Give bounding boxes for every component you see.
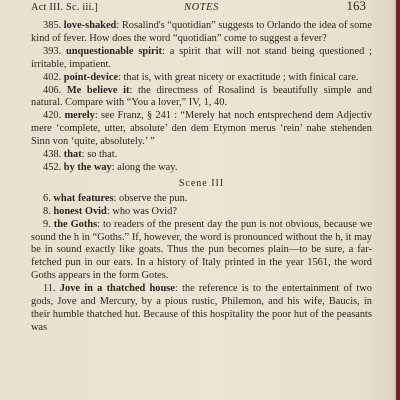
note-term: unquestionable spirit bbox=[65, 45, 163, 57]
note-text: : the reference is to the entertainment of two gods, Jove and Mercury, by a pious rustic, Philemon, and his wife, Baucis, in their humble thatched hut. Because of this hospitality the poor hut of the peasants was bbox=[31, 283, 372, 333]
note-term: by the way bbox=[63, 161, 112, 173]
running-header bbox=[31, 0, 372, 20]
note-text: : a spirit that will not stand being questioned ; irritable, impatient. bbox=[31, 45, 372, 70]
note-text: : see Franz, § 241 : “Merely hat noch entsprechend dem Adjectiv mere ‘complete, utter, absolute’ den dem Etymon merus ‘rein’ nahe stehenden Sinn von ‘quite, absolutely.’ ” bbox=[31, 110, 372, 148]
note-term: what features bbox=[53, 192, 114, 204]
note-452: 452. by the way: along the way. bbox=[43, 161, 178, 173]
note-text: : along the way. bbox=[111, 161, 178, 173]
note-text: : who was Ovid? bbox=[106, 205, 177, 217]
notes-body bbox=[31, 20, 372, 335]
note-term: merely bbox=[64, 110, 95, 122]
note-438: 438. that: so that. bbox=[43, 149, 118, 161]
note-text: : so that. bbox=[81, 149, 118, 161]
note-term: the Goths bbox=[53, 218, 98, 230]
note-9: 9. the Goths: to readers of the present day the pun is not obvious, because we sound the h in “Goths.” If, however, the word is pronounced without the h, it may be in sound exactly like goats. Thus the pun becomes plain—to be sure, a far-fetched pun in our ears. In a history of Italy printed in the year 1561, the word Goths appears in the form Gotes. bbox=[31, 218, 372, 282]
note-8: 8. honest Ovid: who was Ovid? bbox=[43, 205, 177, 217]
page-number: 163 bbox=[346, 0, 366, 13]
note-term: Jove in a thatched house bbox=[59, 283, 175, 295]
note-term: that bbox=[63, 149, 82, 161]
note-text: : observe the pun. bbox=[113, 192, 188, 204]
note-text: : Rosalind's “quotidian” suggests to Orlando the idea of some kind of fever. How does the word “quotidian” come to suggest a fever? bbox=[31, 20, 372, 44]
running-head-title: NOTES bbox=[184, 2, 219, 13]
book-cover-edge bbox=[396, 0, 400, 400]
note-402: 402. point-device: that is, with great nicety or exactitude ; with finical care. bbox=[43, 71, 359, 83]
note-term: Me believe it bbox=[66, 84, 130, 96]
note-6: 6. what features: observe the pun. bbox=[43, 192, 188, 204]
note-406: 406. Me believe it: the directness of Rosalind is beautifully simple and natural. Compare with “You a lover,” IV, 1, 40. bbox=[31, 84, 372, 109]
note-text: : to readers of the present day the pun is not obvious, because we sound the h in “Goths.” If, however, the word is pronounced without the h, it may be in sound exactly like goats. Thus the pun becomes plain—to be sure, a far-fetched pun in our ears. In a history of Italy printed in the year 1561, the word Goths appears in the form Gotes. bbox=[31, 218, 372, 282]
note-text: : that is, with great nicety or exactitude ; with finical care. bbox=[118, 71, 359, 83]
note-term: love-shaked bbox=[63, 20, 117, 31]
note-11: 11. Jove in a thatched house: the reference is to the entertainment of two gods, Jove and Mercury, by a pious rustic, Philemon, and his wife, Baucis, in their humble thatched hut. Because of this hospitality the poor hut of the peasants was bbox=[31, 283, 372, 333]
note-385: 385. love-shaked: Rosalind's “quotidian” suggests to Orlando the idea of some kind of fever. How does the word “quotidian” come to suggest a fever? bbox=[31, 20, 372, 44]
note-420: 420. merely: see Franz, § 241 : “Merely hat noch entsprechend dem Adjectiv mere ‘complete, utter, absolute’ den dem Etymon merus ‘rein’ nahe stehenden Sinn von ‘quite, absolutely.’ ” bbox=[31, 110, 372, 148]
note-term: point-device bbox=[63, 71, 119, 83]
note-393: 393. unquestionable spirit: a spirit that will not stand being questioned ; irritable, impatient. bbox=[31, 45, 372, 70]
note-text: : the directness of Rosalind is beautifully simple and natural. Compare with “You a lover,” IV, 1, 40. bbox=[31, 84, 372, 109]
running-head-left: Act III. Sc. iii.] bbox=[31, 2, 99, 13]
note-term: honest Ovid bbox=[53, 205, 107, 217]
scene-heading: Scene III bbox=[178, 177, 225, 189]
